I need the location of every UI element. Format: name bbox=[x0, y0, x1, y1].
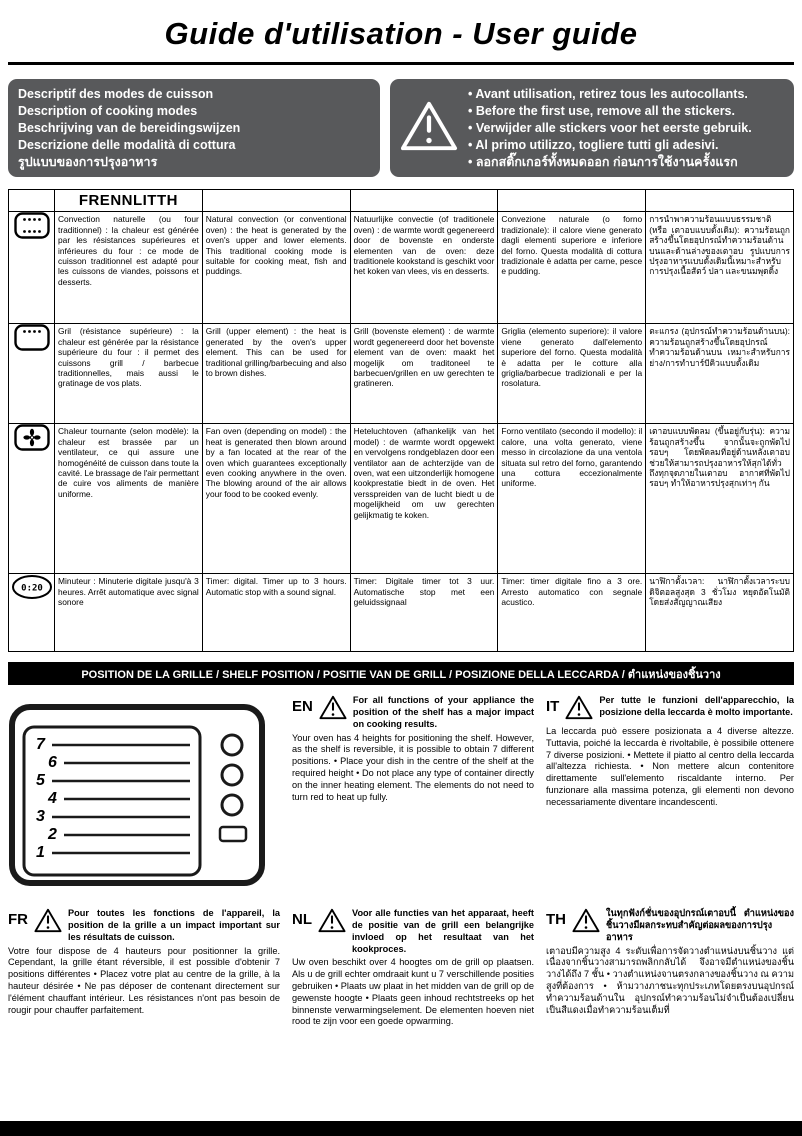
block-fr bbox=[8, 908, 280, 1028]
stickers-bullet-list bbox=[468, 86, 784, 170]
cell-fan-en: Fan oven (depending on model) : the heat is generated then blown around by a fan located at the rear of the oven which guarantees exceptionally even cooking anywhere in the oven. The blowing around of the air allows your food to be cooked evenly. bbox=[202, 424, 350, 574]
oven-fan-icon bbox=[14, 438, 50, 455]
stickers-line-it: • Al primo utilizzo, togliere tutti gli adesivi. bbox=[468, 137, 719, 152]
shelf-number-2: 2 bbox=[48, 826, 57, 844]
cell-fan-fr: Chaleur tournante (selon modèle): la chaleur est brassée par un ventilateur, ce qui assure une homogénéité de cuisson dans toute la cavité. Le brassage de l'air permettant de cuire vos aliments de manière uniforme. bbox=[55, 424, 203, 574]
stickers-line-en: • Before the first use, remove all the stickers. bbox=[468, 103, 735, 118]
fan-icon-cell bbox=[9, 424, 55, 574]
lang-label-nl: NL bbox=[292, 911, 312, 929]
shelf-position-section bbox=[8, 695, 794, 1028]
shelf-number-5: 5 bbox=[36, 772, 45, 790]
block-en bbox=[292, 695, 534, 894]
block-nl-head bbox=[292, 908, 534, 955]
oven-convection-icon bbox=[14, 226, 50, 243]
table-row-fan bbox=[9, 424, 794, 574]
warning-triangle-icon bbox=[319, 695, 347, 724]
modes-line-th: รูปแบบของการปรุงอาหาร bbox=[18, 154, 158, 169]
brand-name: FRENNLITTH bbox=[55, 190, 203, 212]
timer-display-value: 0:20 bbox=[20, 583, 43, 594]
table-header-row bbox=[9, 190, 794, 212]
shelf-number-1: 1 bbox=[36, 844, 45, 862]
modes-line-it: Descrizione delle modalità di cottura bbox=[18, 137, 236, 152]
cell-convection-fr: Convection naturelle (ou four traditionnel) : la chaleur est générée par les résistances supérieures et inférieures du four : ce mode de cuisson traditionnel est adapté pour les cuissons de viandes, poissons et desserts. bbox=[55, 212, 203, 324]
warning-triangle-icon bbox=[400, 100, 458, 157]
timer-icon-cell bbox=[9, 574, 55, 652]
block-it bbox=[546, 695, 794, 894]
cell-convection-nl: Natuurlijke convectie (of traditionele oven) : de warmte wordt gegenereerd door de bovenste en onderste elementen van de oven: deze traditionele kookstand is geschikt voor het koken van vlees, vis en desserts. bbox=[350, 212, 498, 324]
cell-timer-nl: Timer: Digitale timer tot 3 uur. Automatische stop met een geluidssignaal bbox=[350, 574, 498, 652]
stickers-line-th: • ลอกสติ๊กเกอร์ทั้งหมดออก ก่อนการใช้งานครั้งแรก bbox=[468, 154, 738, 169]
cell-grill-nl: Grill (bovenste element) : de warmte wordt gegenereerd door het bovenste element van de oven: maakt het mogelijk om traditoneel te barbecuen/grillen en uw gerechten te gratineren. bbox=[350, 324, 498, 424]
block-en-head bbox=[292, 695, 534, 730]
cell-grill-th: ตะแกรง (อุปกรณ์ทำความร้อนด้านบน): ความร้อนถูกสร้างขึ้นโดยอุปกรณ์ทำความร้อนด้านบน เหมาะสำหรับการย่าง/การทำบาร์บีคิวแบบดั้งเดิม bbox=[646, 324, 794, 424]
block-it-intro: Per tutte le funzioni dell'apparecchio, la posizione della leccarda è molto importante. bbox=[599, 695, 794, 718]
table-row-grill bbox=[9, 324, 794, 424]
block-fr-head bbox=[8, 908, 280, 943]
title-divider bbox=[8, 62, 794, 65]
block-it-body: La leccarda può essere posizionata a 4 diverse altezze. Tuttavia, poiché la leccarda è rivoltabile, è possibile ottenere 7 diverse posizioni. • Mettete il piatto al centro della leccarda all'altezza richiesta. • Non mettere alcun contenitore direttamente sull'elemento riscaldante interno. Per funzionare alla massima potenza, gli elementi non devono necessariamente diventare incandescenti. bbox=[546, 726, 794, 807]
block-th-intro: ในทุกฟังก์ชั่นของอุปกรณ์เตาอบนี้ ตำแหน่งของชิ้นวางมีผลกระทบสำคัญต่อผลของการปรุงอาหาร bbox=[606, 908, 794, 942]
shelf-number-4: 4 bbox=[48, 790, 57, 808]
cell-grill-en: Grill (upper element) : the heat is generated by the oven's upper element. This can be used for traditional grilling/barbecuing and also to brown dishes. bbox=[202, 324, 350, 424]
block-fr-body: Votre four dispose de 4 hauteurs pour positionner la grille. Cependant, la grille étant réversible, il est possible d'obtenir 7 positions différentes • Placez votre plat au centre de la grille, à la hauteur désirée • Ne pas déposer de contenant directement sur l'élément chauffant intérieur. Les résistances n'ont pas besoin de rougir pour chauffer parfaitement. bbox=[8, 945, 280, 1015]
stickers-line-fr: • Avant utilisation, retirez tous les autocollants. bbox=[468, 87, 748, 101]
block-nl-intro: Voor alle functies van het apparaat, heeft de positie van de grill een belangrijke invloed op het resultaat van het kookproces. bbox=[352, 908, 534, 954]
shelf-position-banner: POSITION DE LA GRILLE / SHELF POSITION / POSITIE VAN DE GRILL / POSIZIONE DELLA LECCARDA / ตำแหน่งของชิ้นวาง bbox=[8, 662, 794, 685]
block-th-body: เตาอบมีความสูง 4 ระดับเพื่อการจัดวางตำแหน่งบนชิ้นวาง แต่เนื่องจากชิ้นวางสามารถพลิกกลับได้ จึงอาจมีตำแหน่งของชิ้นวางได้ถึง 7 ชั้น • วางตำแหน่งจานตรงกลางของชิ้นวาง ณ ความสูงที่ต้องการ • ห้ามวางภาชนะทุกประเภทโดยตรงบนอุปกรณ์ทำความร้อนด้านใน อุปกรณ์ทำความร้อนไม่จำเป็นต้องเปลี่ยนเป็นสีแดงเมื่อทำความร้อนเต็มที่ bbox=[546, 945, 794, 1015]
cooking-modes-table bbox=[8, 189, 794, 652]
table-row-convection bbox=[9, 212, 794, 324]
block-it-head bbox=[546, 695, 794, 724]
shelf-number-3: 3 bbox=[36, 808, 45, 826]
shelf-number-6: 6 bbox=[48, 754, 57, 772]
lang-label-it: IT bbox=[546, 698, 560, 716]
cell-fan-it: Forno ventilato (secondo il modello): il calore, una volta generato, viene messo in circolazione da una ventola situata sul retro del forno, garantendo una cottura eccezionalmente uniforme. bbox=[498, 424, 646, 574]
stickers-line-nl: • Verwijder alle stickers voor het eerste gebruik. bbox=[468, 120, 752, 135]
stickers-warning-box bbox=[390, 79, 794, 177]
header-boxes bbox=[8, 79, 794, 177]
table-row-timer bbox=[9, 574, 794, 652]
cell-convection-th: การนำพาความร้อนแบบธรรมชาติ (หรือ เตาอบแบบดั้งเดิม): ความร้อนถูกสร้างขึ้นโดยอุปกรณ์ทำความร้อนด้านบนและด้านล่างของเตาอบ รูปแบบการปรุงอาหารแบบดั้งเดิมนี้เหมาะสำหรับการปรุงเนื้อสัตว์ ปลา และขนมพุดดิ้ง bbox=[646, 212, 794, 324]
header-icon-cell bbox=[9, 190, 55, 212]
modes-line-fr: Descriptif des modes de cuisson bbox=[18, 87, 214, 101]
page-title: Guide d'utilisation - User guide bbox=[164, 16, 638, 51]
cell-grill-it: Griglia (elemento superiore): il valore viene generato dall'elemento superiore del forno. Questa modalità è adatta per le cotture alla griglia/barbecue tradizionali e per la rosolatura. bbox=[498, 324, 646, 424]
grill-icon-cell bbox=[9, 324, 55, 424]
cell-timer-fr: Minuteur : Minuterie digitale jusqu'à 3 heures. Arrêt automatique avec signal sonore bbox=[55, 574, 203, 652]
convection-icon-cell bbox=[9, 212, 55, 324]
cell-timer-it: Timer: timer digitale fino a 3 ore. Arresto automatico con segnale acustico. bbox=[498, 574, 646, 652]
warning-triangle-icon bbox=[565, 695, 593, 724]
cell-fan-nl: Heteluchtoven (afhankelijk van het model) : de warmte wordt opgewekt en vervolgens rondgeblazen door een ventilator aan de achterzijde van de oven, wat een uitzonderlijk homogene kookprestatie biedt in de oven. Het versspreiden van de lucht biedt u de mogelijkheid om uw gerechten gelijkmatig te koken. bbox=[350, 424, 498, 574]
lang-label-fr: FR bbox=[8, 911, 28, 929]
modes-line-en: Description of cooking modes bbox=[18, 103, 198, 118]
block-fr-intro: Pour toutes les fonctions de l'appareil, la position de la grille a un impact important sur les résultats de cuisson. bbox=[68, 908, 280, 942]
block-en-intro: For all functions of your appliance the position of the shelf has a major impact on cooking results. bbox=[352, 695, 534, 729]
block-th bbox=[546, 908, 794, 1028]
page-bottom-bar bbox=[0, 1121, 802, 1136]
warning-triangle-icon bbox=[34, 908, 62, 937]
block-nl-body: Uw oven beschikt over 4 hoogtes om de grill op plaatsen. Als u de grill echter omdraait kunt u 7 verschillende posities gebruiken • Plaats uw plaat in het midden van de grill op de gewenste hoogte • Plaats geen inhoud rechtstreeks op het binnenste verwarmingselement. De elementen hoeven niet rood te zijn voor een goede opwarming. bbox=[292, 957, 534, 1027]
block-nl bbox=[292, 908, 534, 1028]
modes-line-nl: Beschrijving van de bereidingswijzen bbox=[18, 120, 241, 135]
digital-timer-icon bbox=[11, 583, 53, 604]
shelf-number-7: 7 bbox=[36, 736, 45, 754]
cell-convection-it: Convezione naturale (o forno tradizionale): il calore viene generato dagli elementi superiore e inferiore del forno. Questa modalità di cottura tradizionale è adatta per carne, pesce e pudding. bbox=[498, 212, 646, 324]
lang-label-en: EN bbox=[292, 698, 313, 716]
cell-timer-th: นาฬิกาตั้งเวลา: นาฬิกาตั้งเวลาระบบดิจิตอลสูงสุด 3 ชั่วโมง หยุดอัตโนมัติโดยส่งสัญญาณเสียง bbox=[646, 574, 794, 652]
cell-timer-en: Timer: digital. Timer up to 3 hours. Automatic stop with a sound signal. bbox=[202, 574, 350, 652]
oven-illustration bbox=[8, 695, 280, 894]
oven-grill-icon bbox=[14, 338, 50, 355]
cell-grill-fr: Gril (résistance supérieure) : la chaleur est générée par la résistance supérieure du four : il permet des cuissons grill / barbecue traditionnelles, mais aussi le gratinage de vos plats. bbox=[55, 324, 203, 424]
warning-triangle-icon bbox=[318, 908, 346, 937]
cell-convection-en: Natural convection (or conventional oven) : the heat is generated by the oven's upper and lower elements. This traditional cooking mode is suitable for cooking meat, fish and puddings. bbox=[202, 212, 350, 324]
warning-triangle-icon bbox=[572, 908, 600, 937]
block-th-head bbox=[546, 908, 794, 943]
block-en-body: Your oven has 4 heights for positioning the shelf. However, as the shelf is reversible, it is possible to obtain 7 different positions. • Place your dish in the centre of the shelf at the required height • Do not place any type of container directly on the inner heating element. The elements do not need to turn red to heat up fully. bbox=[292, 732, 534, 802]
cooking-modes-box bbox=[8, 79, 380, 177]
cell-fan-th: เตาอบแบบพัดลม (ขึ้นอยู่กับรุ่น): ความร้อนถูกสร้างขึ้น จากนั้นจะถูกพัดไปรอบๆ โดยพัดลมที่อยู่ด้านหลังเตาอบ ช่วยให้สามารถปรุงอาหารให้สุกได้ทั่วถึงทุกจุดภายในเตาอบ อากาศที่พัดไปรอบๆ ทำให้อาหารปรุงสุกเท่าๆ กัน bbox=[646, 424, 794, 574]
lang-label-th: TH bbox=[546, 911, 566, 929]
